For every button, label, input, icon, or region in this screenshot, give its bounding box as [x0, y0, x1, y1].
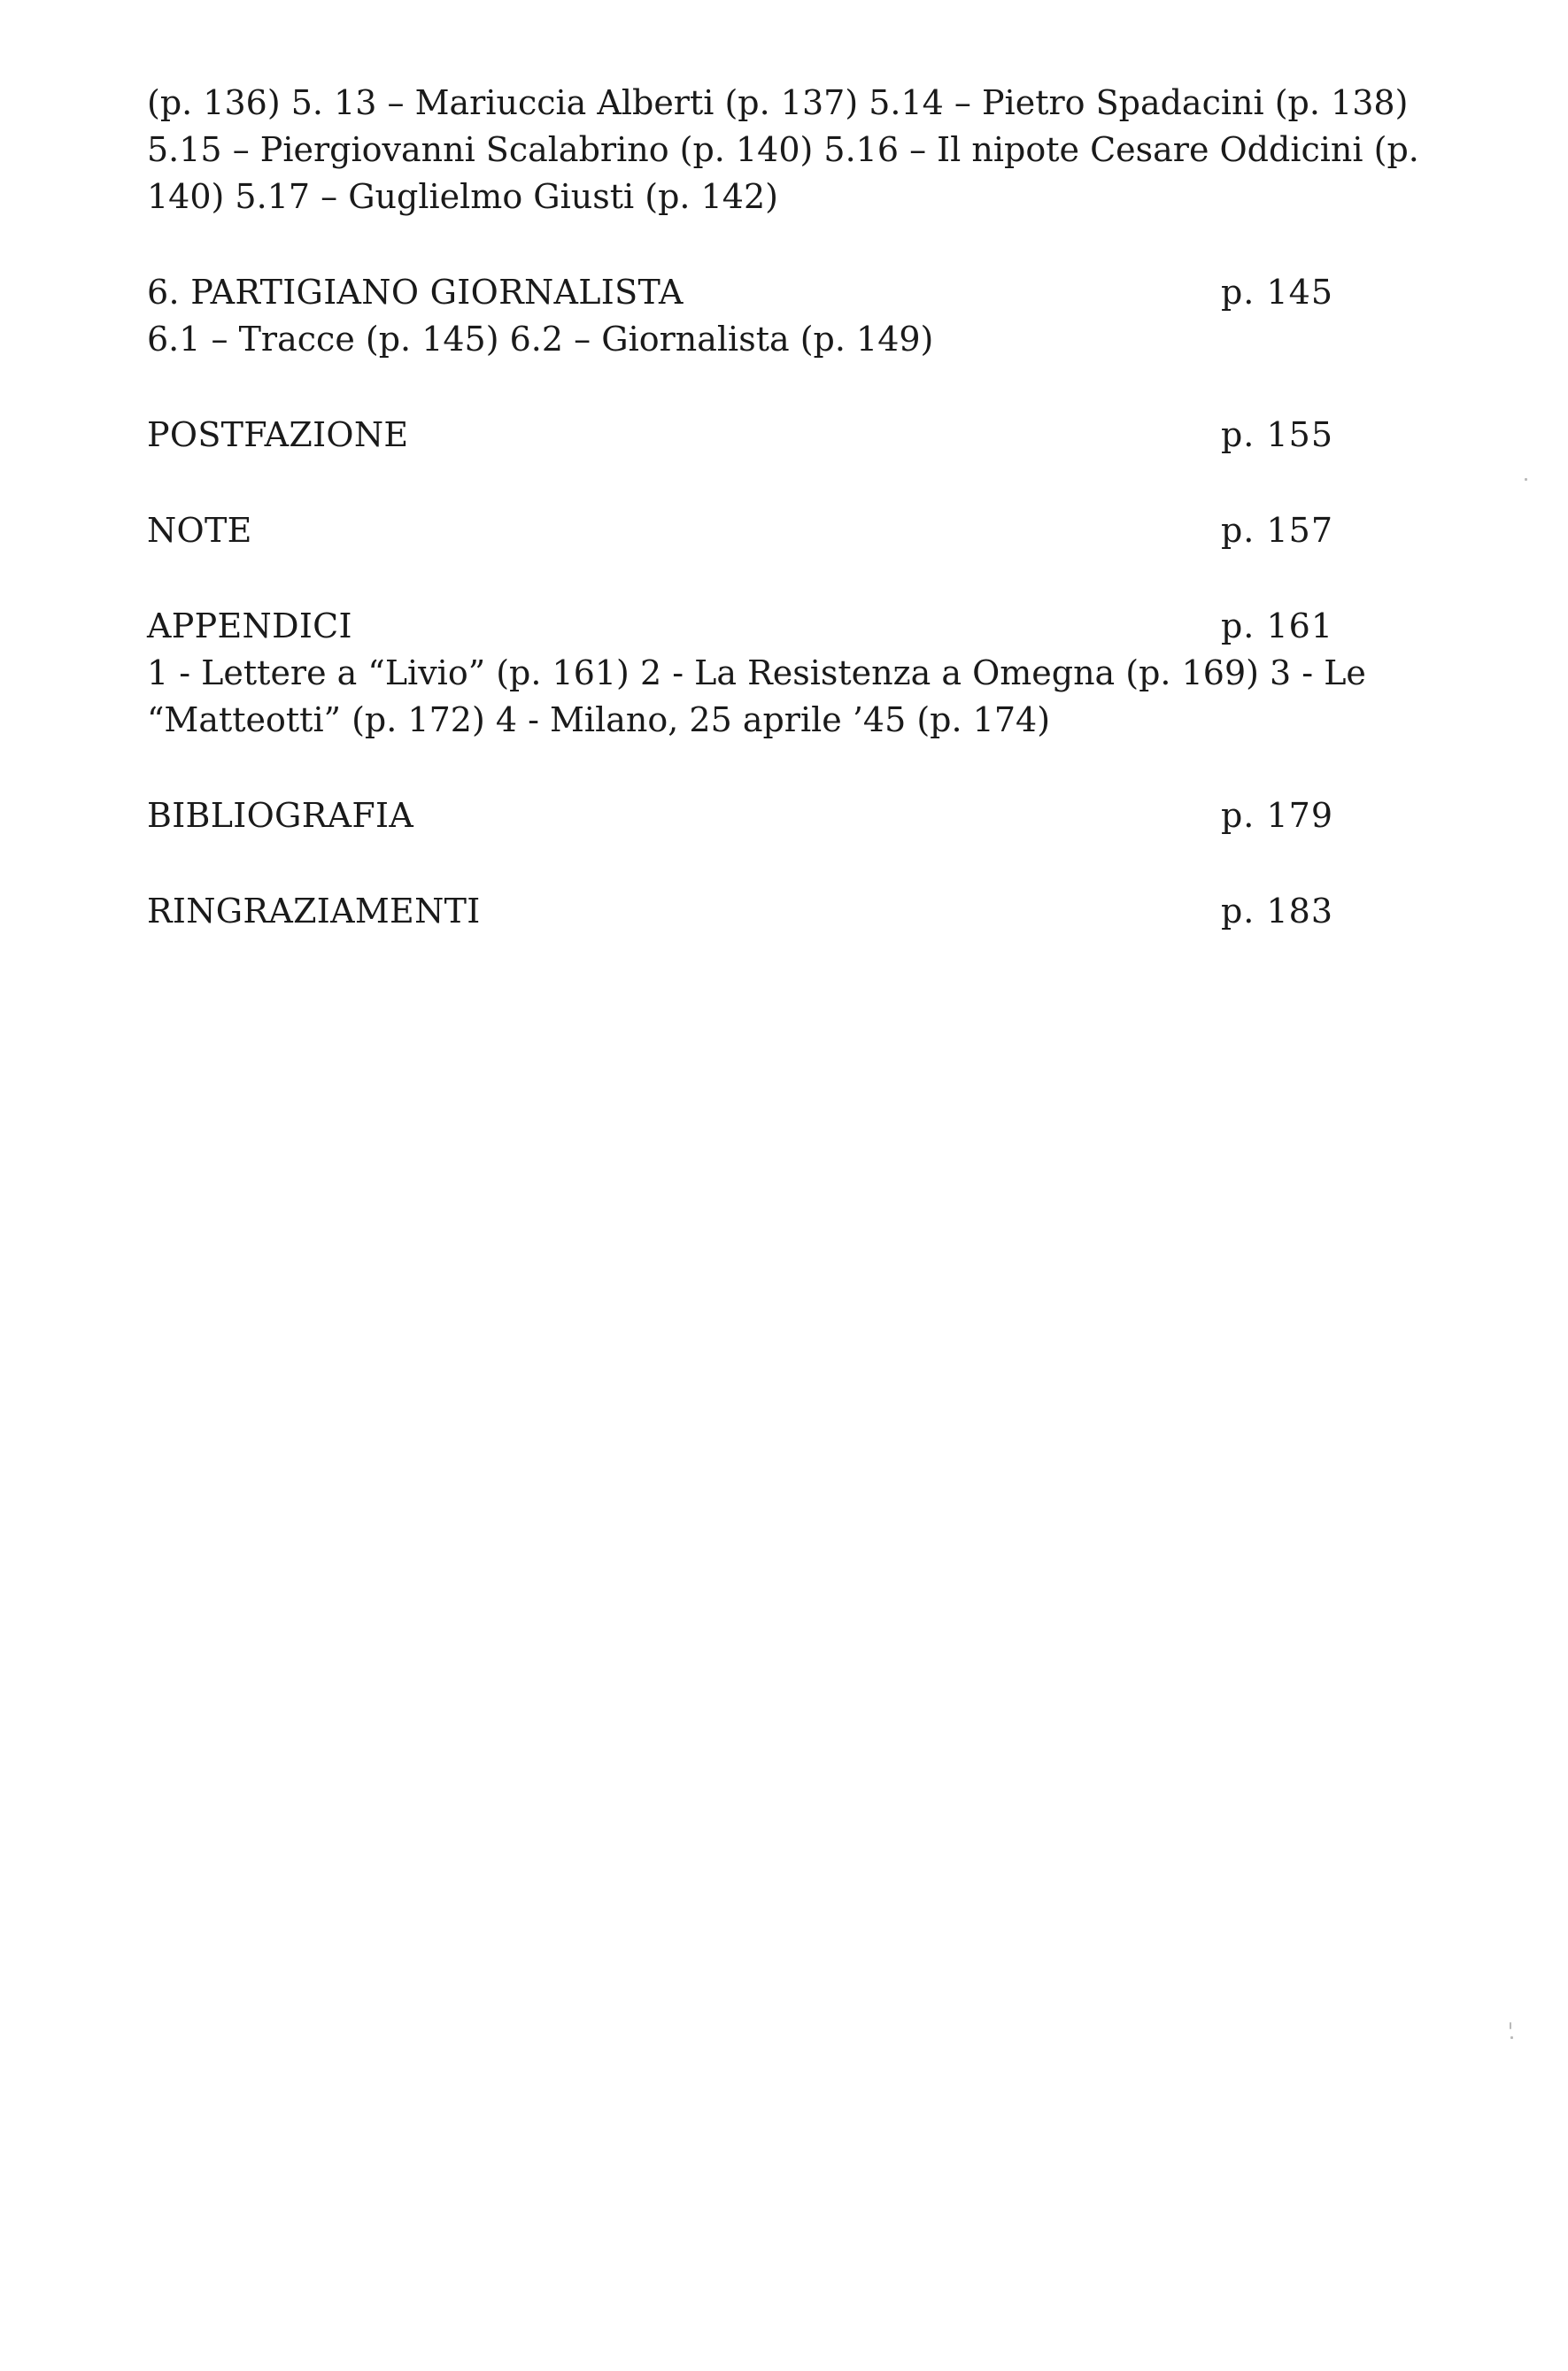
- toc-entry-page: p. 183: [1220, 892, 1333, 931]
- toc-entry-ringraziamenti: [147, 888, 1333, 935]
- toc-entry-title: BIBLIOGRAFIA: [147, 796, 414, 835]
- toc-entry-partigiano-giornalista: [147, 269, 1333, 363]
- toc-continuation-line-3: 140) 5.17 – Guglielmo Giusti (p. 142): [147, 177, 778, 216]
- toc-entry-page: p. 145: [1220, 273, 1333, 312]
- toc-entry-subsections-line-2: “Matteotti” (p. 172) 4 - Milano, 25 aprile ’45 (p. 174): [147, 700, 1051, 739]
- toc-entry-postfazione: [147, 412, 1333, 459]
- toc-continuation-line-2: 5.15 – Piergiovanni Scalabrino (p. 140) 5.16 – Il nipote Cesare Oddicini (p.: [147, 130, 1419, 169]
- toc-entry-note: [147, 507, 1333, 554]
- toc-entry-title: 6. PARTIGIANO GIORNALISTA: [147, 273, 684, 312]
- toc-entry-page: p. 155: [1220, 415, 1333, 454]
- toc-entry-row: [147, 888, 1333, 935]
- toc-entry-bibliografia: [147, 792, 1333, 839]
- scan-speck: [1510, 2036, 1513, 2039]
- toc-entry-subsections-line-1: 1 - Lettere a “Livio” (p. 161) 2 - La Resistenza a Omegna (p. 169) 3 - Le: [147, 653, 1366, 692]
- toc-continuation-line-1: (p. 136) 5. 13 – Mariuccia Alberti (p. 137) 5.14 – Pietro Spadacini (p. 138): [147, 83, 1409, 122]
- toc-entry-title: NOTE: [147, 511, 252, 550]
- toc-entry-row: [147, 792, 1333, 839]
- toc-entry-page: p. 157: [1220, 511, 1333, 550]
- toc-entry-title: POSTFAZIONE: [147, 415, 409, 454]
- scan-speck: [1510, 2022, 1511, 2029]
- toc-entry-row: [147, 412, 1333, 459]
- toc-entry-title: RINGRAZIAMENTI: [147, 892, 481, 931]
- scan-speck: [1525, 478, 1527, 481]
- toc-entry-subsections: 6.1 – Tracce (p. 145) 6.2 – Giornalista (p. 149): [147, 320, 934, 359]
- toc-entry-page: p. 161: [1220, 606, 1333, 645]
- table-of-contents: [147, 80, 1419, 935]
- toc-entry-title: APPENDICI: [147, 606, 352, 645]
- toc-entry-row: [147, 603, 1333, 650]
- toc-entry-row: [147, 507, 1333, 554]
- toc-continuation: [147, 80, 1419, 220]
- toc-entry-row: [147, 269, 1333, 316]
- toc-entry-appendici: [147, 603, 1366, 744]
- toc-entry-page: p. 179: [1220, 796, 1333, 835]
